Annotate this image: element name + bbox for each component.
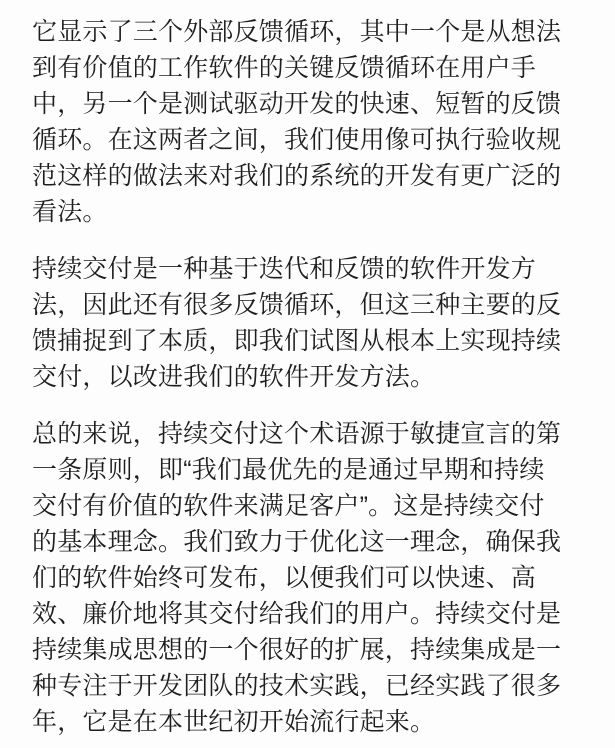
- paragraph-agile-manifesto: 总的来说，持续交付这个术语源于敏捷宣言的第一条原则，即“我们最优先的是通过早期和持续交付有价值的软件来满足客户”。这是持续交付的基本理念。我们致力于优化这一理念，确保我们的软件始终可发布，以便我们可以快速、高效、廉价地将其交付给我们的用户。持续交付是持续集成思想的一个很好的扩展，持续集成是一种专注于开发团队的技术实践，已经实践了很多年，它是在本世纪初开始流行起来。: [32, 420, 562, 736]
- article-body: [32, 14, 562, 740]
- paragraph-feedback-loops: 它显示了三个外部反馈循环，其中一个是从想法到有价值的工作软件的关键反馈循环在用户手中，另一个是测试驱动开发的快速、短暂的反馈循环。在这两者之间，我们使用像可执行验收规范这样的做法来对我们的系统的开发有更广泛的看法。: [32, 18, 562, 226]
- paragraph-iterative-development: 持续交付是一种基于迭代和反馈的软件开发方法，因此还有很多反馈循环，但这三种主要的反馈捕捉到了本质，即我们试图从根本上实现持续交付，以改进我们的软件开发方法。: [32, 255, 562, 391]
